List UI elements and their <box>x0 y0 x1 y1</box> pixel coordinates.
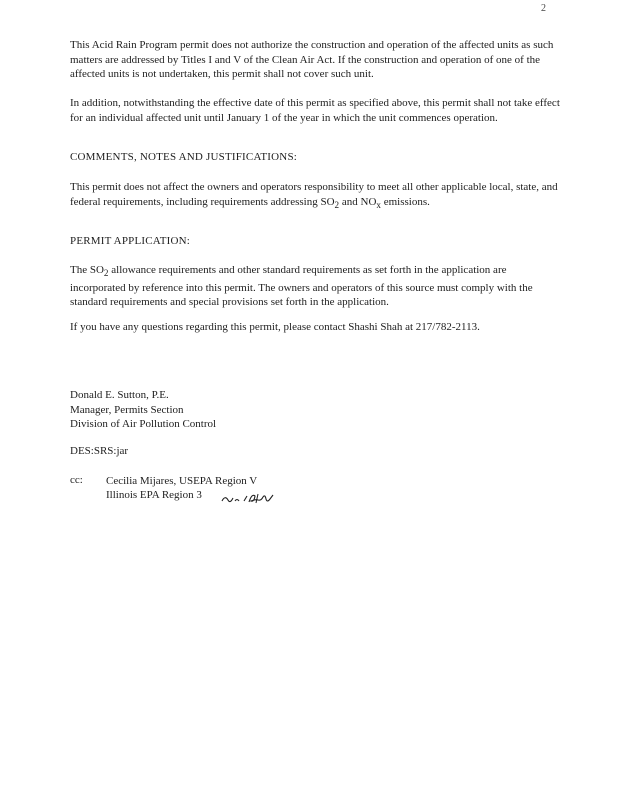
signer-name: Donald E. Sutton, P.E. <box>70 389 169 401</box>
cc-label: cc: <box>70 474 83 486</box>
paragraph-contact <box>70 320 560 335</box>
heading-permit-application: PERMIT APPLICATION: <box>70 235 191 247</box>
signer-title: Manager, Permits Section <box>70 403 184 416</box>
paragraph-allowance-requirements <box>70 263 560 310</box>
paragraph-text <box>70 263 560 310</box>
subscript: x <box>376 199 381 210</box>
text-segment: This permit does not affect the owners and operators responsibility to meet all other applicable local, state, and federal requirements, including requirements addressing SO <box>70 181 558 208</box>
heading-comments: COMMENTS, NOTES AND JUSTIFICATIONS: <box>70 151 298 163</box>
signature-block <box>70 388 216 432</box>
paragraph-acid-rain-authorization <box>70 38 560 82</box>
subscript: 2 <box>334 199 340 210</box>
subscript: 2 <box>103 268 109 279</box>
text-segment: allowance requirements and other standard requirements as set forth in the application are incorporated by reference into this permit. The owners and operators of this source must comply with the standard requirements and special provisions set forth in the application. <box>70 264 533 309</box>
page-number: 2 <box>541 3 546 14</box>
paragraph-text: This Acid Rain Program permit does not authorize the construction and operation of the affected units as such matters are addressed by Titles I and V of the Clean Air Act. If the construction and operation of one of the affected units is not undertaken, this permit shall not cover such unit. <box>70 39 554 80</box>
paragraph-other-requirements <box>70 180 560 212</box>
cc-recipient: Illinois EPA Region 3 <box>106 489 202 501</box>
text-segment: and NO <box>339 195 377 208</box>
paragraph-text: In addition, notwithstanding the effective date of this permit as specified above, this permit shall not take effect for an individual affected unit until January 1 of the year in which the unit commences operation. <box>70 97 560 124</box>
reference-initials: DES:SRS:jar <box>70 445 129 457</box>
paragraph-text <box>70 180 560 212</box>
paragraph-effective-date <box>70 96 560 125</box>
paragraph-text: If you have any questions regarding this permit, please contact Shashi Shah at 217/782-2113. <box>70 321 480 333</box>
signer-division: Division of Air Pollution Control <box>70 418 217 430</box>
text-segment: The SO <box>70 264 104 276</box>
handwritten-notation-icon <box>218 489 280 507</box>
text-segment: emissions. <box>380 195 430 208</box>
cc-recipient: Cecilia Mijares, USEPA Region V <box>106 475 258 487</box>
